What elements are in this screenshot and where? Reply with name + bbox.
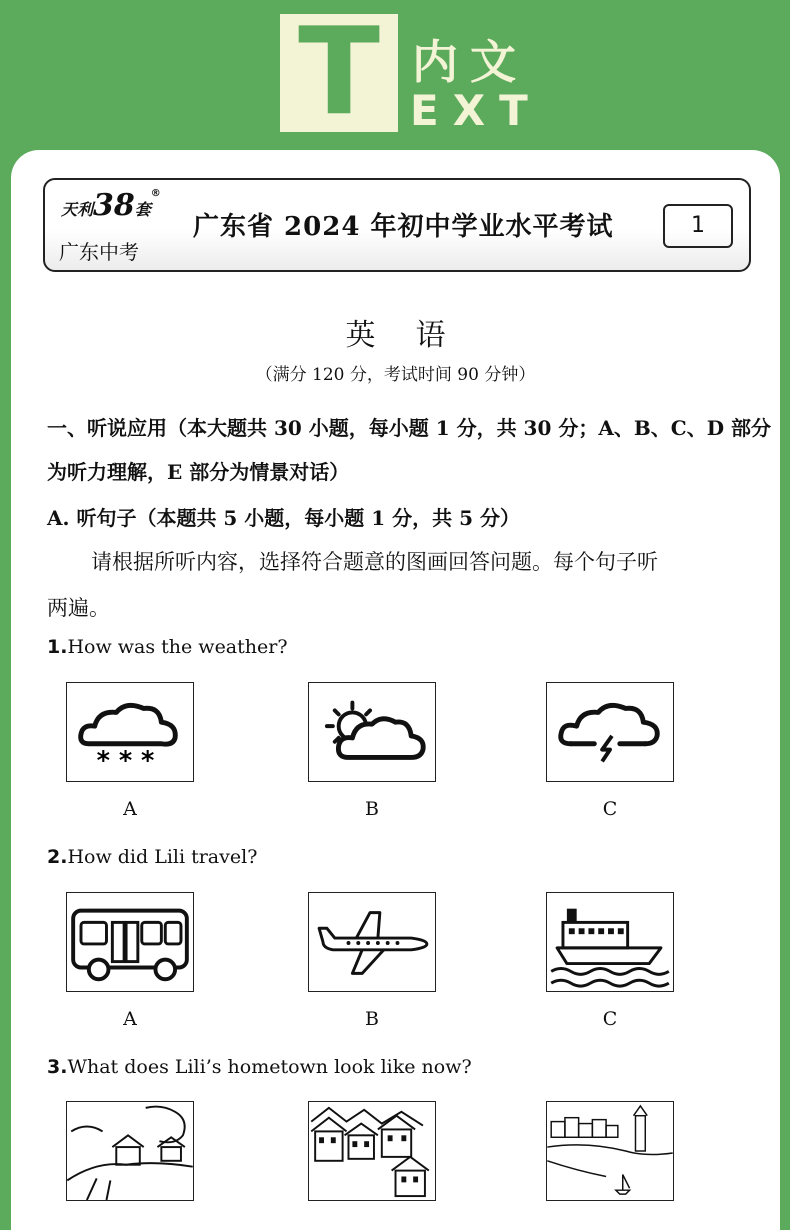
section1-line1: 一、听说应用（本大题共 30 小题，每小题 1 分，共 30 分；A、B、C、D 部分 [47,416,772,440]
q1-option-b[interactable]: B [365,798,379,820]
question-text: How did Lili travel? [67,846,258,868]
airplane-icon[interactable] [308,892,436,992]
ship-icon[interactable] [546,892,674,992]
question-number: 1. [47,636,68,658]
region-label: 广东中考 [59,240,139,264]
question-text: What does Lili’s hometown look like now? [67,1056,472,1078]
question-text: How was the weather? [67,636,288,658]
q1-option-a[interactable]: A [123,798,137,820]
logo-number: 38 [93,188,135,223]
thunder-cloud-icon[interactable] [546,682,674,782]
banner [0,0,790,160]
exam-note: （满分 120 分，考试时间 90 分钟） [255,365,536,385]
exam-header [43,178,751,272]
partA-instruction-line2: 两遍。 [47,596,110,620]
question-number: 2. [47,846,68,868]
question-1 [47,636,288,658]
logo [61,188,161,223]
banner-cn-title: 内文 [412,35,528,89]
q2-option-a[interactable]: A [123,1008,137,1030]
banner-letter: T [298,3,380,142]
q2-option-c[interactable]: C [602,1008,618,1030]
banner-en-title: EXT [410,86,542,135]
svg-text:* * *: * * * [96,746,155,777]
partA-instruction-line1: 请根据所听内容，选择符合题意的图画回答问题。每个句子听 [91,550,658,574]
q2-option-b[interactable]: B [365,1008,379,1030]
seaside-city-icon[interactable] [546,1101,674,1201]
logo-reg: ® [150,188,161,199]
partA-heading: A. 听句子（本题共 5 小题，每小题 1 分，共 5 分） [47,506,520,530]
village-icon[interactable] [66,1101,194,1201]
town-houses-icon[interactable] [308,1101,436,1201]
question-number: 3. [47,1056,68,1078]
exam-paper [11,150,780,1230]
logo-suffix: 套 [134,200,151,219]
q1-option-c[interactable]: C [602,798,618,820]
snow-cloud-icon[interactable] [66,682,194,782]
logo-prefix: 天利 [61,200,94,219]
exam-title: 广东省 2024 年初中学业水平考试 [193,212,614,242]
question-2 [47,846,257,868]
banner-t-box [280,3,398,142]
subject-title: 英语 [345,318,486,353]
section1-line2: 为听力理解，E 部分为情景对话） [47,460,350,484]
paper-number: 1 [663,204,733,248]
question-3 [47,1056,472,1078]
bus-icon[interactable] [66,892,194,992]
sun-cloud-icon[interactable] [308,682,436,782]
